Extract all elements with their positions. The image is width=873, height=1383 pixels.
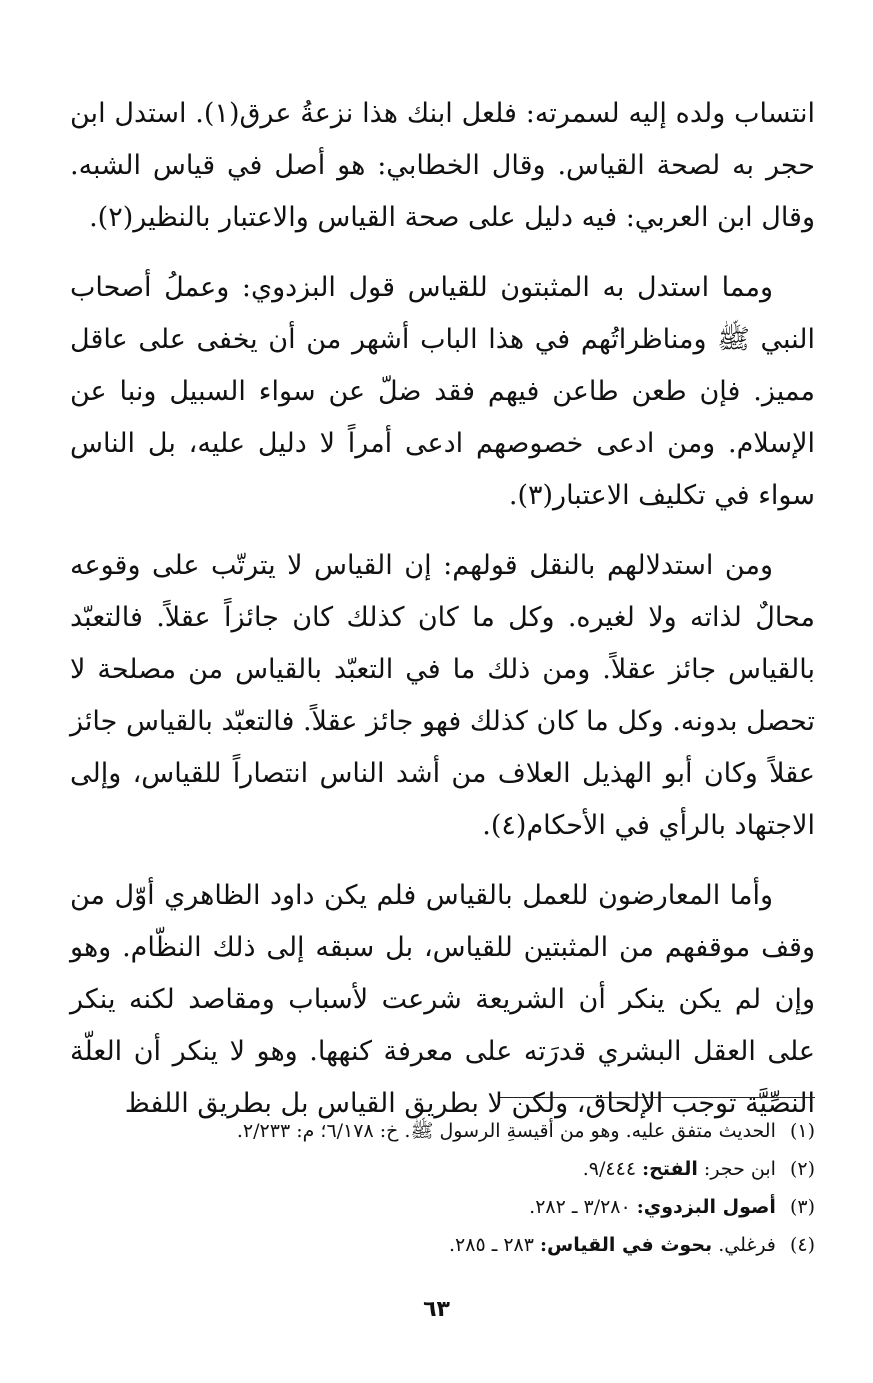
footnote-text: ابن حجر:: [703, 1158, 776, 1180]
page-number: ٦٣: [423, 1296, 450, 1322]
paragraph-3: ومن استدلالهم بالنقل قولهم: إن القياس لا يترتّب على وقوعه محالٌ لذاته ولا لغيره. وكل ما كان كذلك كان جائزاً عقلاً. فالتعبّد بالقياس جائز عقلاً. ومن ذلك ما في التعبّد بالقياس من مصلحة لا تحصل بدونه. وكل ما كان كذلك فهو جائز عقلاً. فالتعبّد بالقياس جائز عقلاً وكان أبو الهذيل العلاف من أشد الناس انتصاراً للقياس، وإلى الاجتهاد بالرأي في الأحكام(٤).: [70, 550, 815, 841]
footnote-source-title: أصول البزدوي:: [636, 1196, 776, 1218]
footnote-source-title: بحوث في القياس:: [540, 1234, 713, 1256]
paragraph-2: ومما استدل به المثبتون للقياس قول البزدوي: وعملُ أصحاب النبي ﷺ ومناظراتُهم في هذا الباب أشهر من أن يخفى على عاقل مميز. فإن طعن طاعن فيهم فقد ضلّ عن سواء السبيل ونبا عن الإسلام. ومن ادعى خصوصهم ادعى أمراً لا دليل عليه، بل الناس سواء في تكليف الاعتبار(٣).: [70, 272, 815, 511]
footnote-4: [70, 1226, 815, 1264]
footnote-reference: ٢٨٣ ـ ٢٨٥.: [449, 1234, 534, 1256]
footnote-number: (١): [789, 1120, 815, 1142]
footnote-text: فرغلي.: [718, 1234, 776, 1256]
footnote-reference: ٩/٤٤٤.: [582, 1158, 637, 1180]
paragraph-4: وأما المعارضون للعمل بالقياس فلم يكن داود الظاهري أوّل من وقف موقفهم من المثبتين للقياس، بل سبقه إلى ذلك النظّام. وهو وإن لم يكن ينكر أن الشريعة شرعت لأسباب ومقاصد لكنه ينكر على العقل البشري قدرَته على معرفة كنهها. وهو لا ينكر أن العلّة النصِّيَّة توجب الإلحاق، ولكن لا بطريق القياس بل بطريق اللفظ: [70, 880, 815, 1119]
main-text: [70, 88, 815, 1148]
footnote-number: (٢): [789, 1158, 815, 1180]
footnotes: [70, 1112, 815, 1264]
footnote-reference: ٣/٢٨٠ ـ ٢٨٢.: [529, 1196, 631, 1218]
footnote-3: [70, 1188, 815, 1226]
footnote-1: [70, 1112, 815, 1150]
footnote-number: (٣): [789, 1196, 815, 1218]
footnote-2: [70, 1150, 815, 1188]
footnote-separator: [500, 1097, 815, 1098]
footnote-source-title: الفتح:: [642, 1158, 698, 1180]
paragraph-1: انتساب ولده إليه لسمرته: فلعل ابنك هذا نزعةُ عرق(١). استدل ابن حجر به لصحة القياس. وقال الخطابي: هو أصل في قياس الشبه. وقال ابن العربي: فيه دليل على صحة القياس والاعتبار بالنظير(٢).: [70, 98, 815, 233]
footnote-text: الحديث متفق عليه. وهو من أقيسةِ الرسول ﷺ. خ: ٦/١٧٨؛ م: ٢/٢٣٣.: [236, 1120, 776, 1142]
footnote-number: (٤): [789, 1234, 815, 1256]
